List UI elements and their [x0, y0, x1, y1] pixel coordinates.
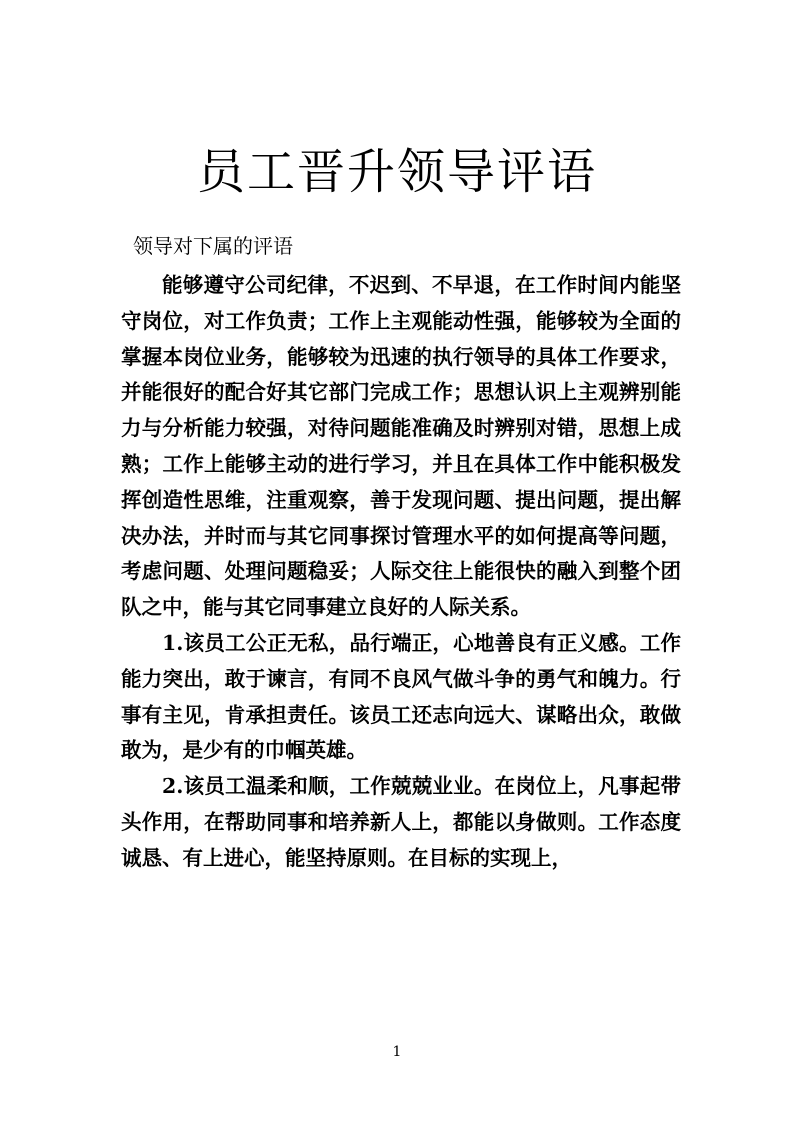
paragraph-3: 2.该员工温柔和顺，工作兢兢业业。在岗位上，凡事起带头作用，在帮助同事和培养新人上，都能以身做则。工作态度诚恳、有上进心，能坚持原则。在目标的实现上，	[121, 774, 681, 870]
paragraph-1: 能够遵守公司纪律，不迟到、不早退，在工作时间内能坚守岗位，对工作负责；工作上主观能动性强，能够较为全面的掌握本岗位业务，能够较为迅速的执行领导的具体工作要求，并能很好的配合好其它部门完成工作；思想认识上主观辨别能力与分析能力较强，对待问题能准确及时辨别对错，思想上成熟；工作上能够主动的进行学习，并且在具体工作中能积极发挥创造性思维，注重观察，善于发现问题、提出问题，提出解决办法，并时而与其它同事探讨管理水平的如何提高等问题，考虑问题、处理问题稳妥；人际交往上能很快的融入到整个团队之中，能与其它同事建立良好的人际关系。	[121, 273, 681, 620]
document-title: 员工晋升领导评语	[196, 144, 597, 200]
page-number: 1	[392, 1044, 402, 1060]
paragraph-2: 1.该员工公正无私，品行端正，心地善良有正义感。工作能力突出，敢于谏言，有同不良风气做斗争的勇气和魄力。行事有主见，肯承担责任。该员工还志向远大、谋略出众，敢做敢为，是少有的巾帼英雄。	[121, 630, 681, 763]
document-body	[121, 268, 681, 877]
section-subtitle: 领导对下属的评语	[133, 234, 293, 258]
